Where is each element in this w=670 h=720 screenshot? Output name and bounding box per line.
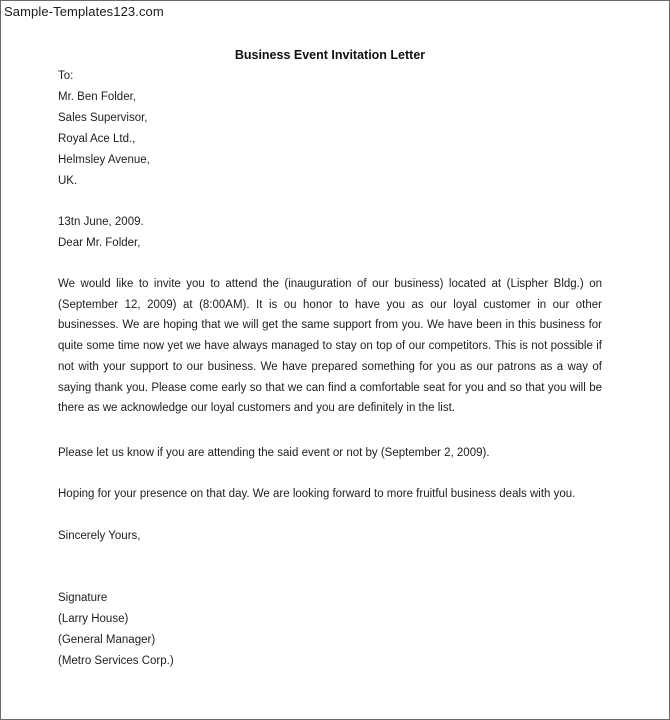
signature-title: (General Manager) xyxy=(58,634,156,646)
recipient-name: Mr. Ben Folder, xyxy=(58,91,136,103)
recipient-country: UK. xyxy=(58,175,78,187)
sign-off: Sincerely Yours, xyxy=(58,530,141,542)
signature-label: Signature xyxy=(58,592,108,604)
recipient-street: Helmsley Avenue, xyxy=(58,154,150,166)
recipient-to: To: xyxy=(58,70,74,82)
recipient-position: Sales Supervisor, xyxy=(58,112,148,124)
body-paragraph: We would like to invite you to attend the (inauguration of our business) located at (Lispher Bldg.) on (September 12, 2009) at (8:00AM). It is ou honor to have you as our loyal customer in our other businesses. We are hoping that we will get the same support from you. We have been in this business for quite some time now yet we have always managed to stay on top of our competitors. This is not possible if not with your support to our business. We have prepared something for you as our patrons as a way of saying thank you. Please come early so that we can find a comfortable seat for you and so that you will be there as we acknowledge our loyal customers and you are definitely in the list. xyxy=(58,278,602,415)
recipient-company: Royal Ace Ltd., xyxy=(58,133,136,145)
salutation: Dear Mr. Folder, xyxy=(58,237,141,249)
signature-name: (Larry House) xyxy=(58,613,129,625)
closing-paragraph: Hoping for your presence on that day. We are looking forward to more fruitful business deals with you. xyxy=(58,488,576,500)
site-watermark: Sample-Templates123.com xyxy=(4,4,164,19)
signature-company: (Metro Services Corp.) xyxy=(58,655,174,667)
letter-title: Business Event Invitation Letter xyxy=(234,48,426,62)
rsvp-paragraph: Please let us know if you are attending the said event or not by (September 2, 2009). xyxy=(58,447,490,459)
letter-date: 13tn June, 2009. xyxy=(58,216,144,228)
